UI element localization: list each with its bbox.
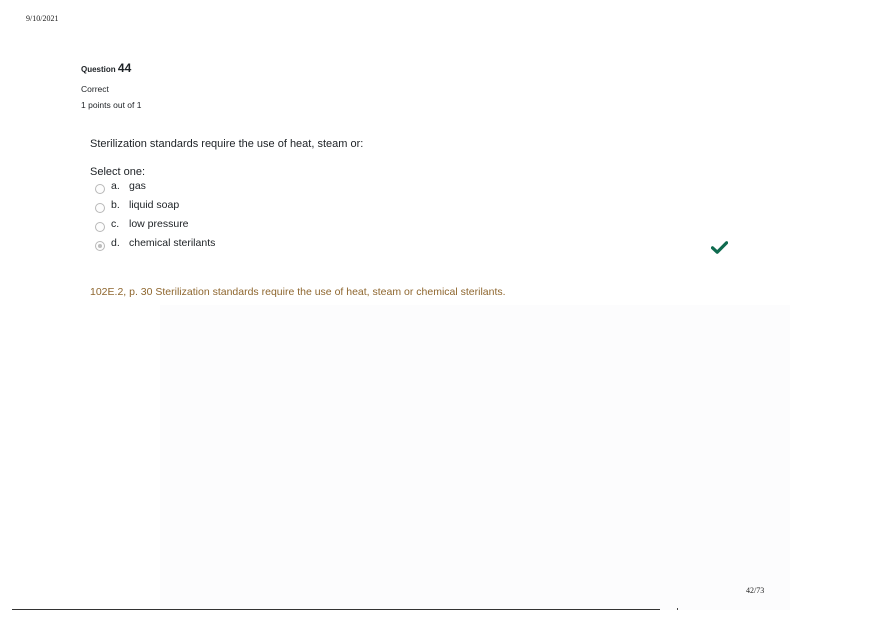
check-icon bbox=[711, 241, 728, 254]
option-label: low pressure bbox=[129, 218, 189, 230]
general-feedback: 102E.2, p. 30 Sterilization standards require the use of heat, steam or chemical sterilants. bbox=[90, 286, 506, 298]
option-label: liquid soap bbox=[129, 199, 180, 211]
question-label: Question bbox=[81, 65, 116, 74]
footer-divider bbox=[12, 609, 660, 610]
radio-button[interactable] bbox=[95, 222, 105, 232]
content-background bbox=[160, 305, 790, 610]
question-text: Sterilization standards require the use of heat, steam or: bbox=[90, 138, 364, 150]
radio-button[interactable] bbox=[95, 203, 105, 213]
radio-button[interactable] bbox=[95, 184, 105, 194]
option-letter: b. bbox=[111, 199, 120, 211]
question-number bbox=[81, 60, 142, 78]
option-letter: a. bbox=[111, 180, 120, 192]
question-grade: 1 points out of 1 bbox=[81, 100, 142, 110]
option-letter: c. bbox=[111, 218, 120, 230]
option-label: gas bbox=[129, 180, 146, 192]
answer-prompt: Select one: bbox=[90, 166, 146, 178]
option-label: chemical sterilants bbox=[129, 237, 216, 249]
option-letter: d. bbox=[111, 237, 120, 249]
question-info bbox=[81, 60, 142, 110]
radio-button-selected[interactable] bbox=[95, 241, 105, 251]
answer-option-d[interactable] bbox=[95, 237, 295, 251]
footer-mark bbox=[677, 608, 678, 610]
question-number-value: 44 bbox=[117, 61, 132, 75]
answer-option-c[interactable] bbox=[95, 218, 295, 232]
answer-option-a[interactable] bbox=[95, 180, 295, 194]
question-state: Correct bbox=[81, 84, 109, 94]
answer-option-b[interactable] bbox=[95, 199, 295, 213]
page-number: 42/73 bbox=[746, 586, 765, 595]
print-date: 9/10/2021 bbox=[26, 14, 59, 23]
